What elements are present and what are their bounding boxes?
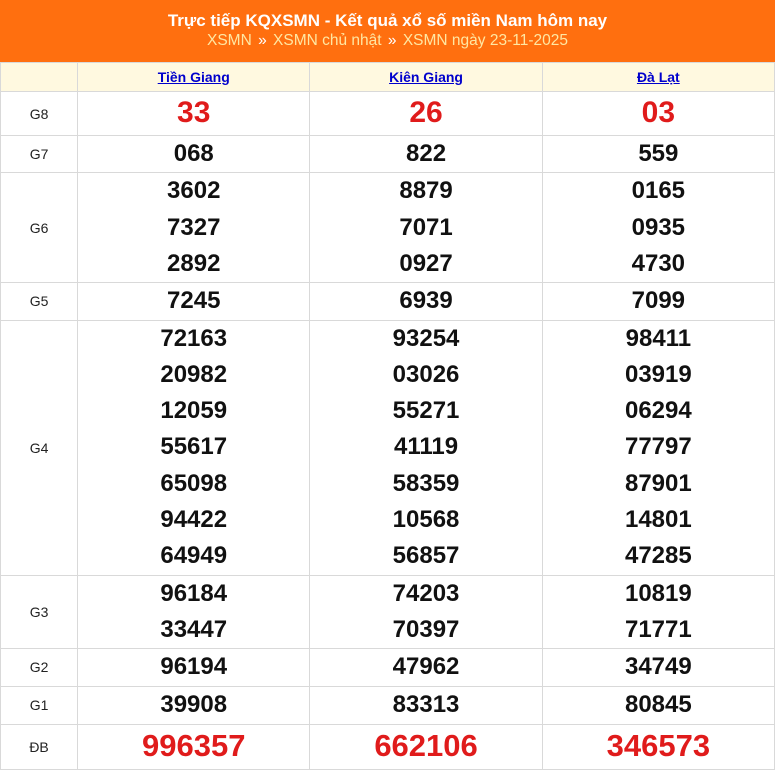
prize-number: 068: [173, 140, 214, 167]
prize-number: 65098: [160, 469, 228, 497]
page-header: [0, 0, 775, 62]
prize-number: 87901: [624, 469, 692, 497]
breadcrumb-xsmn-date[interactable]: XSMN ngày 23-11-2025: [402, 32, 568, 49]
prize-number: 39908: [160, 690, 228, 718]
prize-number: 822: [406, 140, 447, 167]
prize-number: 64949: [160, 542, 228, 570]
prize-number: 03: [641, 96, 676, 130]
prize-cell: [542, 575, 774, 649]
prize-label: G5: [1, 283, 78, 320]
prize-label: G8: [1, 92, 78, 136]
prize-row: [1, 575, 775, 649]
prize-label: G1: [1, 686, 78, 724]
prize-number: 996357: [142, 728, 246, 764]
breadcrumb-separator: »: [258, 32, 267, 49]
breadcrumb: [0, 31, 775, 51]
prize-number: 14801: [624, 506, 692, 534]
prize-cell: [78, 173, 310, 283]
prize-label: G4: [1, 320, 78, 575]
prize-cell: [310, 724, 542, 769]
prize-number: 2892: [167, 249, 221, 277]
prize-number: 03919: [624, 360, 692, 388]
prize-number: 33447: [160, 615, 228, 643]
prize-number: 93254: [392, 324, 460, 352]
prize-row: [1, 283, 775, 320]
prize-number: 662106: [374, 728, 478, 764]
prize-row: [1, 173, 775, 283]
prize-number: 7327: [167, 213, 221, 241]
prize-number: 26: [409, 96, 443, 130]
prize-number: 94422: [160, 506, 228, 534]
prize-label: G3: [1, 575, 78, 649]
prize-number: 33: [177, 96, 211, 130]
prize-number: 8879: [399, 177, 453, 205]
prize-cell: [542, 136, 774, 173]
prize-cell: [542, 686, 774, 724]
prize-row: [1, 320, 775, 575]
prize-row: [1, 649, 775, 686]
table-header-row: [1, 63, 775, 92]
prize-row: [1, 724, 775, 769]
prize-cell: [78, 136, 310, 173]
prize-number: 58359: [392, 469, 460, 497]
prize-number: 34749: [624, 653, 692, 681]
prize-cell: [542, 320, 774, 575]
prize-cell: [542, 724, 774, 769]
prize-number: 56857: [392, 542, 460, 570]
prize-cell: [542, 92, 774, 136]
prize-cell: [78, 92, 310, 136]
prize-cell: [78, 686, 310, 724]
prize-number: 20982: [160, 360, 228, 388]
prize-number: 74203: [392, 579, 460, 607]
prize-number: 0927: [399, 249, 453, 277]
breadcrumb-xsmn[interactable]: XSMN: [206, 32, 252, 49]
prize-cell: [310, 283, 542, 320]
province-link-da-lat[interactable]: Đà Lạt: [636, 69, 680, 85]
prize-number: 70397: [392, 615, 460, 643]
prize-label: G7: [1, 136, 78, 173]
prize-cell: [78, 649, 310, 686]
prize-cell: [310, 136, 542, 173]
prize-number: 06294: [624, 397, 692, 425]
prize-label: G6: [1, 173, 78, 283]
prize-row: [1, 686, 775, 724]
header-corner: [1, 63, 78, 92]
prize-number: 55617: [160, 433, 228, 461]
prize-number: 346573: [606, 728, 711, 764]
prize-number: 72163: [160, 324, 228, 352]
prize-number: 3602: [167, 177, 221, 205]
prize-cell: [310, 320, 542, 575]
prize-number: 7071: [399, 213, 453, 241]
prize-number: 6939: [399, 287, 453, 315]
prize-cell: [310, 686, 542, 724]
prize-number: 03026: [392, 360, 460, 388]
prize-cell: [78, 283, 310, 320]
prize-cell: [542, 649, 774, 686]
prize-number: 47962: [392, 653, 460, 681]
prize-row: [1, 136, 775, 173]
prize-number: 559: [638, 140, 679, 167]
column-header-da-lat: [542, 63, 774, 92]
breadcrumb-separator: »: [387, 32, 397, 49]
prize-number: 41119: [393, 433, 459, 461]
prize-number: 12059: [160, 397, 228, 425]
prize-label: ĐB: [1, 724, 78, 769]
prize-number: 47285: [624, 542, 692, 570]
column-header-tien-giang: [78, 63, 310, 92]
prize-number: 80845: [624, 690, 692, 718]
column-header-kien-giang: [310, 63, 542, 92]
prize-number: 71771: [624, 615, 692, 643]
prize-number: 98411: [625, 324, 692, 352]
prize-number: 55271: [392, 397, 460, 425]
prize-cell: [310, 575, 542, 649]
prize-number: 7245: [167, 287, 221, 315]
prize-cell: [542, 173, 774, 283]
province-link-kien-giang[interactable]: Kiên Giang: [389, 69, 463, 85]
prize-cell: [310, 92, 542, 136]
prize-number: 96194: [160, 653, 228, 681]
results-table: [0, 62, 775, 770]
prize-cell: [310, 649, 542, 686]
prize-number: 77797: [624, 433, 692, 461]
prize-row: [1, 92, 775, 136]
prize-cell: [78, 724, 310, 769]
prize-number: 83313: [392, 690, 460, 718]
prize-cell: [78, 320, 310, 575]
province-link-tien-giang[interactable]: Tiền Giang: [157, 69, 230, 85]
prize-cell: [78, 575, 310, 649]
page-title: Trực tiếp KQXSMN - Kết quả xổ số miền Nam hôm nay: [167, 11, 608, 30]
prize-number: 0165: [631, 177, 686, 205]
prize-number: 4730: [631, 249, 686, 277]
prize-number: 7099: [631, 287, 686, 315]
prize-number: 10819: [624, 579, 692, 607]
prize-cell: [310, 173, 542, 283]
breadcrumb-xsmn-sunday[interactable]: XSMN chủ nhật: [273, 32, 382, 49]
prize-number: 10568: [392, 506, 460, 534]
prize-number: 96184: [160, 579, 228, 607]
prize-cell: [542, 283, 774, 320]
prize-label: G2: [1, 649, 78, 686]
prize-number: 0935: [631, 213, 686, 241]
